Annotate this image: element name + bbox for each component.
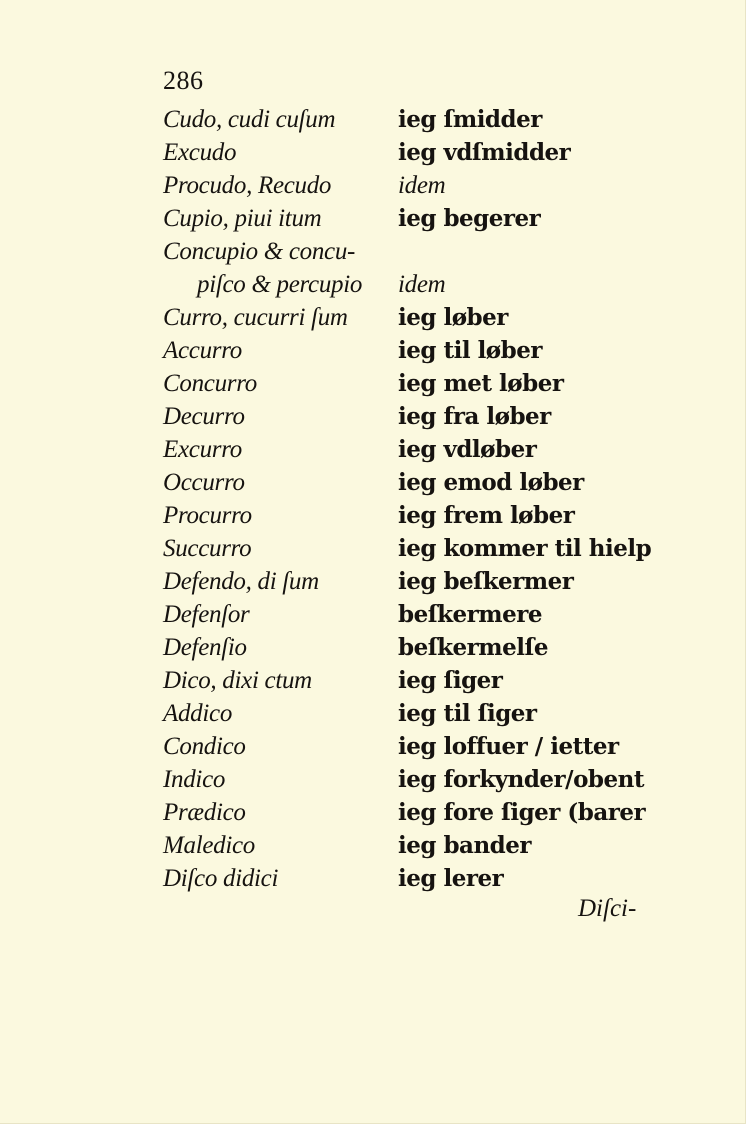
danish-translation: ieg lerer [398, 865, 504, 892]
danish-translation: idem [398, 172, 446, 199]
danish-translation: ieg beſkermer [398, 568, 574, 595]
danish-translation: ieg forkynder/obent [398, 766, 644, 793]
danish-translation: ieg til ſiger [398, 700, 537, 727]
latin-term: Concupio & concu- [163, 238, 356, 265]
latin-term: Dico, dixi ctum [163, 667, 312, 694]
danish-translation: ieg met løber [398, 370, 564, 397]
latin-term: Excudo [163, 139, 237, 166]
danish-translation: ieg ſmidder [398, 106, 542, 133]
latin-term: Excurro [163, 436, 242, 463]
danish-translation: ieg begerer [398, 205, 541, 232]
latin-term: Cudo, cudi cuſum [163, 106, 336, 133]
latin-term: Curro, cucurri ſum [163, 304, 348, 331]
danish-translation: ieg ſiger [398, 667, 503, 694]
danish-translation: ieg vdſmidder [398, 139, 571, 166]
latin-term: Defendo, di ſum [163, 568, 319, 595]
latin-term: Prædico [163, 799, 246, 826]
danish-translation: ieg fore ſiger (barer [398, 799, 646, 826]
danish-translation: ieg emod løber [398, 469, 584, 496]
danish-translation: ieg frem løber [398, 502, 575, 529]
danish-translation: ieg fra løber [398, 403, 551, 430]
latin-term: Defenſor [163, 601, 250, 628]
page-number: 286 [163, 66, 204, 95]
danish-translation: idem [398, 271, 446, 298]
latin-term: Procudo, Recudo [163, 172, 332, 199]
latin-term: Accurro [163, 337, 242, 364]
danish-translation: ieg kommer til hielp [398, 535, 652, 562]
latin-term: Defenſio [163, 634, 247, 661]
danish-translation: ieg bander [398, 832, 531, 859]
catchword: Diſci- [578, 895, 637, 922]
latin-term: Decurro [163, 403, 245, 430]
latin-term: Addico [163, 700, 233, 727]
latin-term: piſco & percupio [197, 271, 363, 298]
danish-translation: beſkermelſe [398, 634, 549, 661]
danish-translation: ieg vdløber [398, 436, 537, 463]
danish-translation: ieg loffuer / ietter [398, 733, 619, 760]
danish-translation: ieg til løber [398, 337, 542, 364]
latin-term: Indico [163, 766, 226, 793]
latin-term: Occurro [163, 469, 245, 496]
latin-term: Cupio, piui itum [163, 205, 322, 232]
latin-term: Procurro [163, 502, 252, 529]
danish-translation: ieg løber [398, 304, 508, 331]
latin-term: Concurro [163, 370, 257, 397]
danish-translation: beſkermere [398, 601, 543, 628]
latin-term: Maledico [163, 832, 256, 859]
latin-term: Condico [163, 733, 246, 760]
latin-term: Succurro [163, 535, 252, 562]
latin-term: Diſco didici [163, 865, 279, 892]
